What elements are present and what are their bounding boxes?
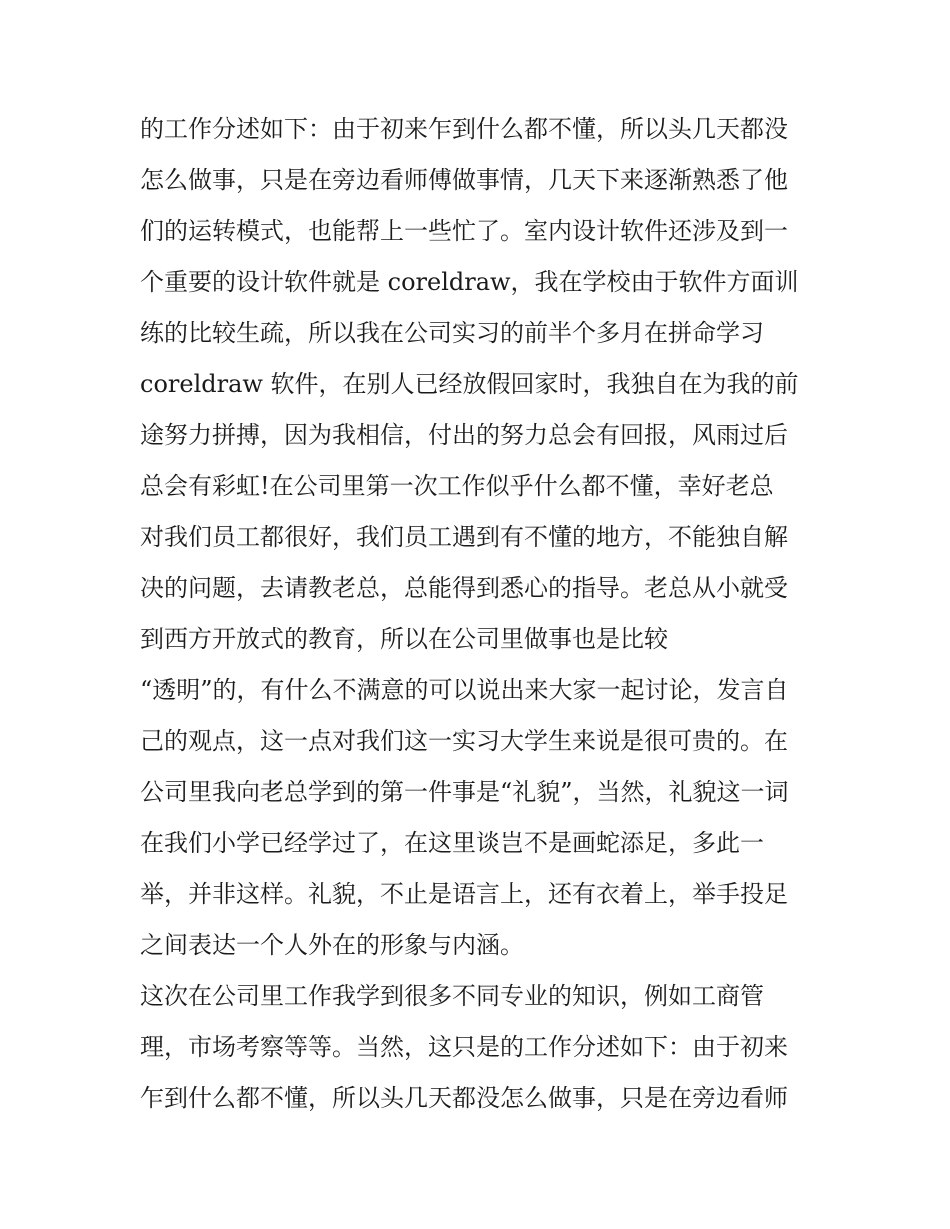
text-line: coreldraw 软件，在别人已经放假回家时，我独自在为我的前 bbox=[140, 370, 799, 398]
text-line: 决的问题，去请教老总，总能得到悉心的指导。老总从小就受 bbox=[140, 574, 788, 602]
text-line: 总会有彩虹!在公司里第一次工作似乎什么都不懂，幸好老总 bbox=[140, 472, 774, 500]
text-line: 途努力拼搏，因为我相信，付出的努力总会有回报，风雨过后 bbox=[140, 421, 788, 449]
body-text bbox=[140, 104, 820, 1124]
text-line: 的工作分述如下：由于初来乍到什么都不懂，所以头几天都没 bbox=[140, 115, 788, 143]
text-line: 举，并非这样。礼貌，不止是语言上，还有衣着上，举手投足 bbox=[140, 880, 788, 908]
text-line: 练的比较生疏，所以我在公司实习的前半个多月在拼命学习 bbox=[140, 319, 764, 347]
text-line: “透明”的，有什么不满意的可以说出来大家一起讨论，发言自 bbox=[140, 676, 789, 704]
text-line: 对我们员工都很好，我们员工遇到有不懂的地方，不能独自解 bbox=[140, 523, 788, 551]
text-line: 己的观点，这一点对我们这一实习大学生来说是很可贵的。在 bbox=[140, 727, 788, 755]
text-line: 乍到什么都不懂，所以头几天都没怎么做事，只是在旁边看师 bbox=[140, 1084, 788, 1112]
text-line: 理，市场考察等等。当然，这只是的工作分述如下：由于初来 bbox=[140, 1033, 788, 1061]
text-line: 到西方开放式的教育，所以在公司里做事也是比较 bbox=[140, 625, 668, 653]
text-line: 在我们小学已经学过了，在这里谈岂不是画蛇添足，多此一 bbox=[140, 829, 764, 857]
text-line: 个重要的设计软件就是 coreldraw，我在学校由于软件方面训 bbox=[140, 268, 799, 296]
text-line: 之间表达一个人外在的形象与内涵。 bbox=[140, 931, 524, 959]
text-line: 们的运转模式，也能帮上一些忙了。室内设计软件还涉及到一 bbox=[140, 217, 788, 245]
text-line: 怎么做事，只是在旁边看师傅做事情，几天下来逐渐熟悉了他 bbox=[140, 166, 788, 194]
text-line: 这次在公司里工作我学到很多不同专业的知识，例如工商管 bbox=[140, 982, 764, 1010]
text-line: 公司里我向老总学到的第一件事是“礼貌”，当然，礼貌这一词 bbox=[140, 778, 789, 806]
